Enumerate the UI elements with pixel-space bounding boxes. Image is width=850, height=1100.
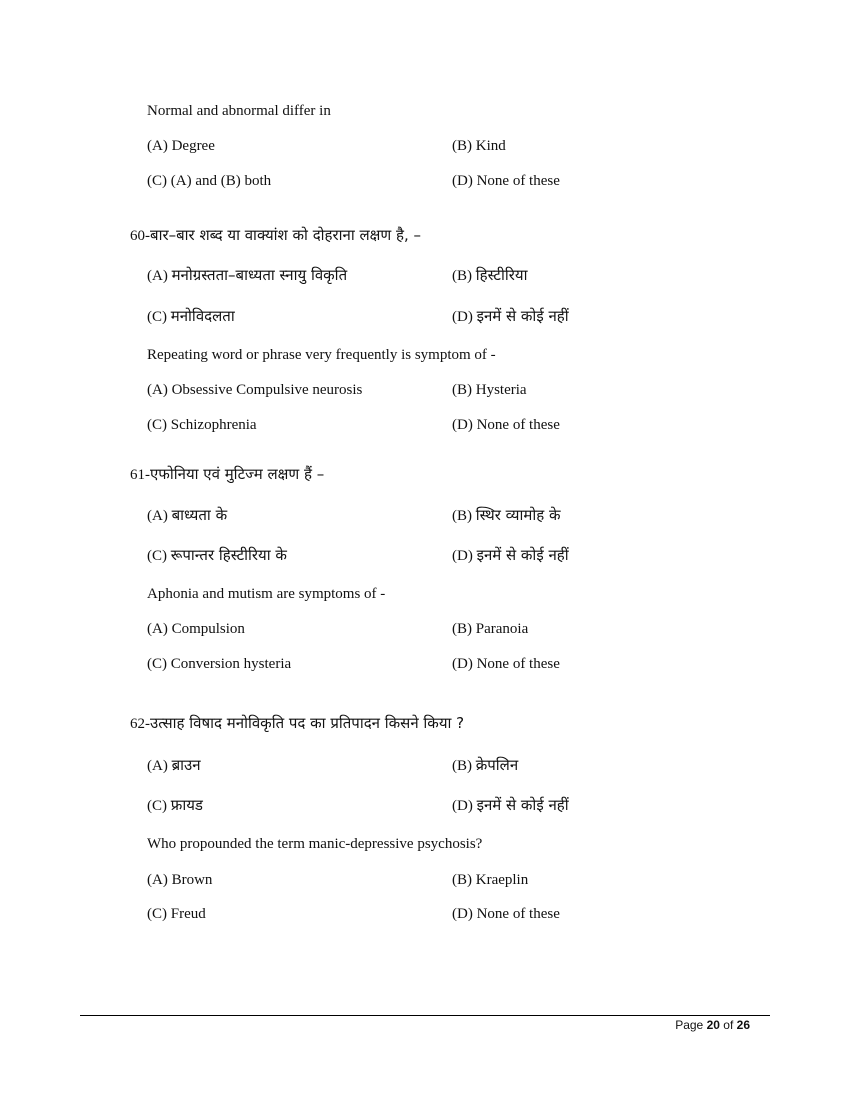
q59-option-a: (A) Degree: [147, 138, 215, 154]
option-text: क्रेपलिन: [475, 756, 519, 774]
q60-hi-option-b: [452, 265, 528, 286]
option-text: बाध्यता के: [171, 506, 228, 524]
q60-hi-text: बार–बार शब्द या वाक्यांश को दोहराना लक्षण है, –: [150, 226, 422, 244]
q59-en-question: Normal and abnormal differ in: [147, 103, 331, 119]
q61-option-d: (D) None of these: [452, 656, 560, 672]
footer-divider: [80, 1015, 770, 1016]
page-footer: [650, 1018, 750, 1032]
q62-number: 62-: [130, 716, 150, 732]
q61-option-b: (B) Paranoia: [452, 621, 529, 637]
option-text: हिस्टीरिया: [475, 266, 528, 284]
q59-option-c: (C) (A) and (B) both: [147, 173, 272, 189]
q60-hi-option-c: [147, 306, 235, 327]
option-label: (D): [452, 548, 473, 564]
option-label: (A): [147, 758, 168, 774]
q60-option-c: (C) Schizophrenia: [147, 417, 257, 433]
q61-hi-option-d: [452, 545, 569, 566]
q62-en-question: Who propounded the term manic-depressive psychosis?: [147, 836, 483, 852]
option-label: (C): [147, 548, 167, 564]
q62-hi-question: [130, 713, 464, 734]
q62-option-d: (D) None of these: [452, 906, 560, 922]
q61-number: 61-: [130, 467, 150, 483]
option-label: (C): [147, 309, 167, 325]
footer-of-word: of: [723, 1018, 734, 1032]
option-label: (D): [452, 798, 473, 814]
q62-option-b: (B) Kraeplin: [452, 872, 529, 888]
q60-option-b: (B) Hysteria: [452, 382, 527, 398]
q61-hi-option-a: [147, 505, 227, 526]
option-text: मनोग्रस्तता–बाध्यता स्नायु विकृति: [171, 266, 348, 284]
option-label: (A): [147, 508, 168, 524]
q61-hi-question: [130, 464, 324, 485]
option-text: फ्रायड: [170, 796, 203, 814]
option-text: स्थिर व्यामोह के: [475, 506, 561, 524]
q62-hi-option-b: [452, 755, 518, 776]
q61-hi-option-b: [452, 505, 560, 526]
q60-hi-option-d: [452, 306, 569, 327]
q62-hi-text: उत्साह विषाद मनोविकृति पद का प्रतिपादन किसने किया ?: [150, 714, 465, 732]
q62-option-c: (C) Freud: [147, 906, 206, 922]
option-text: रूपान्तर हिस्टीरिया के: [170, 546, 287, 564]
q62-hi-option-a: [147, 755, 201, 776]
q60-hi-option-a: [147, 265, 347, 286]
option-label: (B): [452, 758, 472, 774]
q59-option-b: (B) Kind: [452, 138, 506, 154]
option-text: इनमें से कोई नहीं: [476, 307, 569, 325]
q61-en-question: Aphonia and mutism are symptoms of -: [147, 586, 386, 602]
q62-hi-option-c: [147, 795, 203, 816]
q61-hi-text: एफोनिया एवं मुटिज्म लक्षण हैं –: [150, 465, 325, 483]
option-text: मनोविदलता: [170, 307, 235, 325]
q60-option-a: (A) Obsessive Compulsive neurosis: [147, 382, 363, 398]
option-label: (A): [147, 268, 168, 284]
q60-hi-question: [130, 225, 421, 246]
footer-page-word: Page: [675, 1018, 704, 1032]
q62-option-a: (A) Brown: [147, 872, 213, 888]
option-label: (B): [452, 508, 472, 524]
q61-hi-option-c: [147, 545, 287, 566]
q60-number: 60-: [130, 228, 150, 244]
option-text: इनमें से कोई नहीं: [476, 546, 569, 564]
option-label: (B): [452, 268, 472, 284]
option-label: (D): [452, 309, 473, 325]
q61-option-c: (C) Conversion hysteria: [147, 656, 292, 672]
q61-option-a: (A) Compulsion: [147, 621, 245, 637]
q59-option-d: (D) None of these: [452, 173, 560, 189]
footer-total-pages: 26: [736, 1018, 750, 1032]
option-text: इनमें से कोई नहीं: [476, 796, 569, 814]
option-label: (C): [147, 798, 167, 814]
footer-page-number: 20: [706, 1018, 720, 1032]
q60-en-question: Repeating word or phrase very frequently is symptom of -: [147, 347, 496, 363]
option-text: ब्राउन: [171, 756, 201, 774]
q60-option-d: (D) None of these: [452, 417, 560, 433]
q62-hi-option-d: [452, 795, 569, 816]
